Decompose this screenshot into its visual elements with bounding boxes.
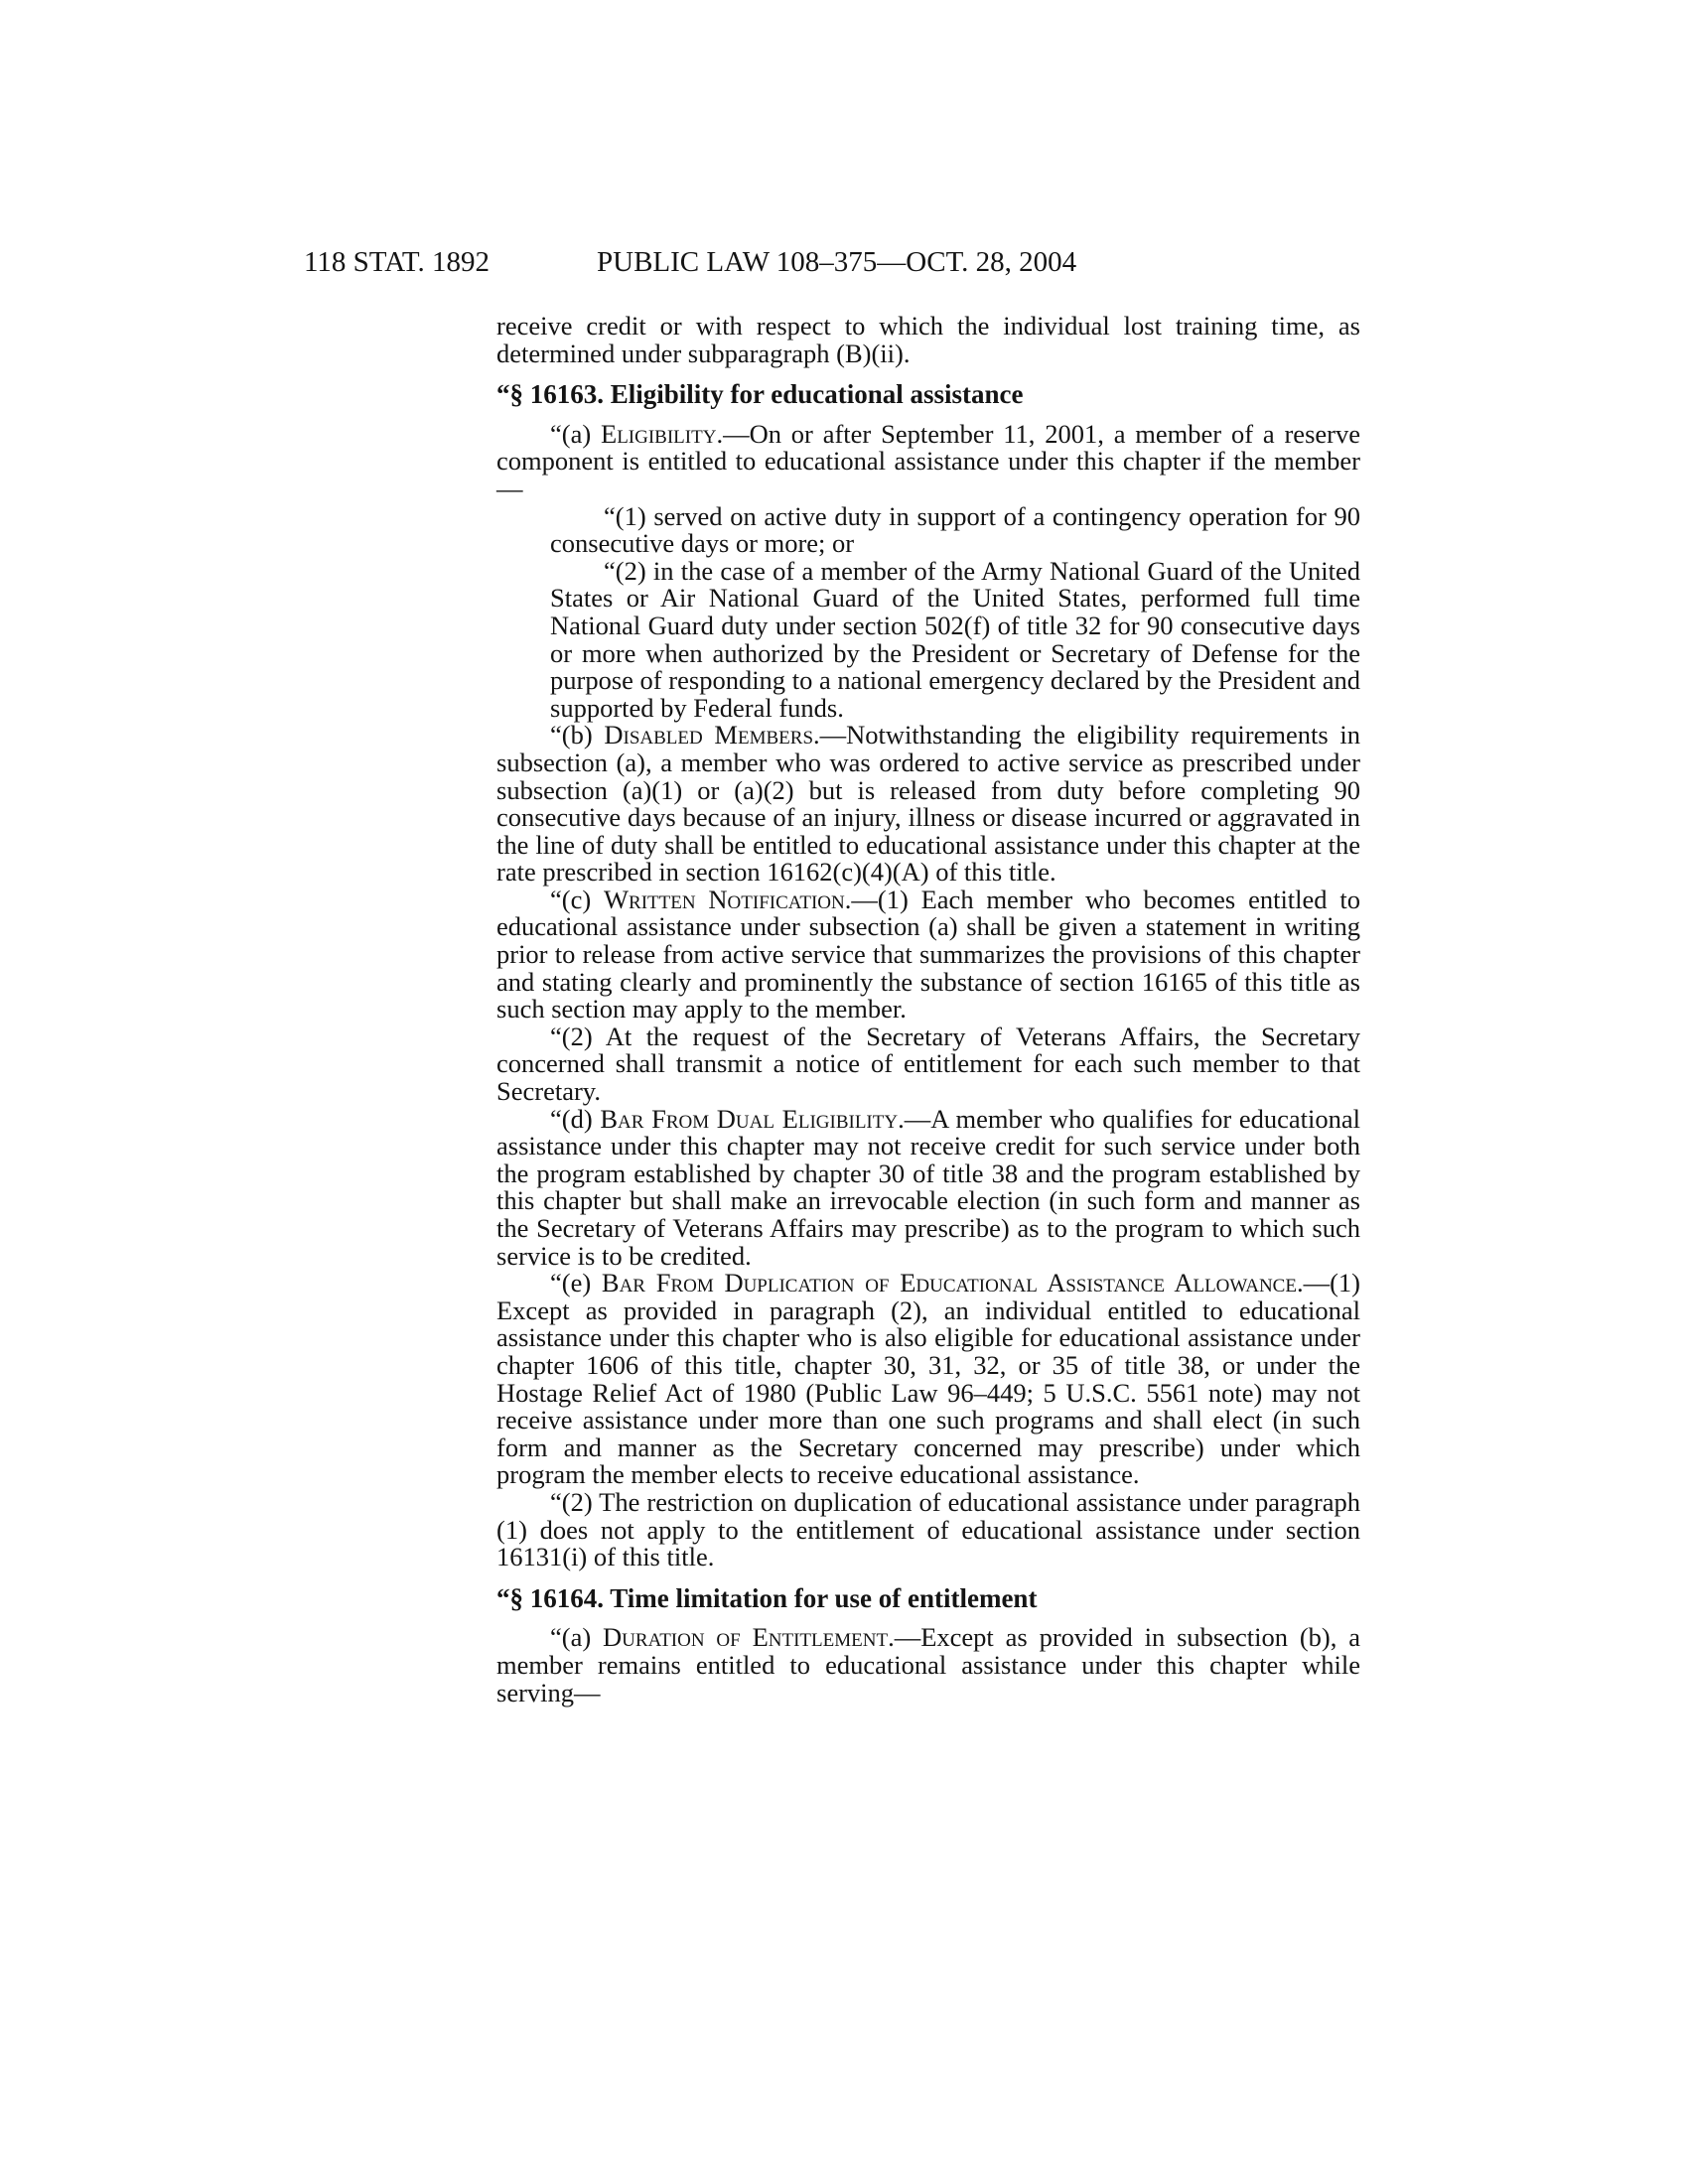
subsection-a-open-16164: “(a) bbox=[550, 1622, 604, 1653]
subsection-b-open: “(b) bbox=[550, 720, 605, 751]
subsection-a-label: Eligibility bbox=[601, 418, 717, 449]
paragraph-a2: “(2) in the case of a member of the Army National Guard of the United States or Air National Guard of the United States, performed full time National Guard duty under section 502(f) of title 32 for 90 consecutive days or more when authorized by the President or Secretary of Defense for the purpose of responding to a national emergency declared by the President and supported by Federal funds. bbox=[550, 555, 1360, 723]
page-header bbox=[304, 242, 1221, 282]
subsection-a-eligibility bbox=[496, 418, 1360, 503]
section-heading-16163: “§ 16163. Eligibility for educational assistance bbox=[496, 379, 1024, 410]
subsection-e-label: Bar From Duplication of Educational Assistance Allowance bbox=[601, 1268, 1297, 1298]
subsection-e-open: “(e) bbox=[550, 1268, 602, 1298]
subsection-c-written-notification bbox=[496, 884, 1360, 1024]
subsection-a-text-16164: .—Except as provided in subsection (b), a member remains entitled to educational assistance under this chapter while serving— bbox=[496, 1622, 1361, 1707]
subsection-e-bar-from-duplication bbox=[496, 1270, 1360, 1489]
subsection-a-text: .—On or after September 11, 2001, a member of a reserve component is entitled to educational assistance under this chapter if the member— bbox=[496, 418, 1360, 503]
document-body bbox=[496, 313, 1360, 1706]
subsection-d-open: “(d) bbox=[550, 1103, 601, 1134]
paragraph-e2: “(2) The restriction on duplication of educational assistance under paragraph (1) does not apply to the entitlement of educational assistance under section 16131(i) of this title. bbox=[496, 1486, 1360, 1572]
subsection-b-label: Disabled Members bbox=[604, 720, 814, 751]
subsection-b-text: .—Notwithstanding the eligibility requirements in subsection (a), a member who was ordered to active service as prescribed under subsection (a)(1) or (a)(2) but is released from duty before completing 90 consecutive days because of an injury, illness or disease incurred or aggravated in the line of duty shall be entitled to educational assistance under this chapter at the rate prescribed in section 16162(c)(4)(A) of this title. bbox=[496, 720, 1360, 887]
subsection-d-text: .—A member who qualifies for educational assistance under this chapter may not receive credit for such service under both the program established by chapter 30 of title 38 and the program established by this chapter but shall make an irrevocable election (in such form and manner as the Secretary of Veterans Affairs may prescribe) as to the program to which such service is to be credited. bbox=[496, 1103, 1360, 1271]
paragraph-c2: “(2) At the request of the Secretary of Veterans Affairs, the Secretary concerned shall transmit a notice of entitlement for each such member to that Secretary. bbox=[496, 1021, 1360, 1107]
statute-page-reference: 118 STAT. 1892 bbox=[304, 246, 490, 278]
subsection-c-label: Written Notification bbox=[604, 884, 845, 914]
subsection-a-label-16164: Duration of Entitlement bbox=[603, 1622, 889, 1653]
intro-paragraph: receive credit or with respect to which the individual lost training time, as determined under subparagraph (B)(ii). bbox=[496, 311, 1360, 368]
subsection-d-label: Bar From Dual Eligibility bbox=[600, 1103, 899, 1134]
subsection-e-text: .—(1) Except as provided in paragraph (2), an individual entitled to educational assistance under this chapter who is also eligible for educational assistance under chapter 1606 of this title, chapter 30, 31, 32, or 35 of title 38, or under the Hostage Relief Act of 1980 (Public Law 96–449; 5 U.S.C. 5561 note) may not receive assistance under more than one such programs and shall elect (in such form and manner as the Secretary concerned may prescribe) under which program the member elects to receive educational assistance. bbox=[496, 1268, 1360, 1490]
paragraph-a1: “(1) served on active duty in support of a contingency operation for 90 consecutive days or more; or bbox=[550, 500, 1360, 559]
subsection-a-duration-of-entitlement bbox=[496, 1624, 1360, 1706]
subsection-d-bar-from-dual-eligibility bbox=[496, 1103, 1360, 1271]
public-law-title: PUBLIC LAW 108–375—OCT. 28, 2004 bbox=[597, 246, 1077, 278]
section-heading-16164: “§ 16164. Time limitation for use of entitlement bbox=[496, 1582, 1038, 1613]
subsection-c-text: .—(1) Each member who becomes entitled to educational assistance under subsection (a) shall be given a statement in writing prior to release from active service that summarizes the provisions of this chapter and stating clearly and prominently the substance of section 16165 of this title as such section may apply to the member. bbox=[496, 884, 1360, 1024]
subsection-b-disabled-members bbox=[496, 722, 1360, 887]
subsection-c-open: “(c) bbox=[550, 884, 605, 914]
subsection-a-open: “(a) bbox=[550, 418, 602, 449]
